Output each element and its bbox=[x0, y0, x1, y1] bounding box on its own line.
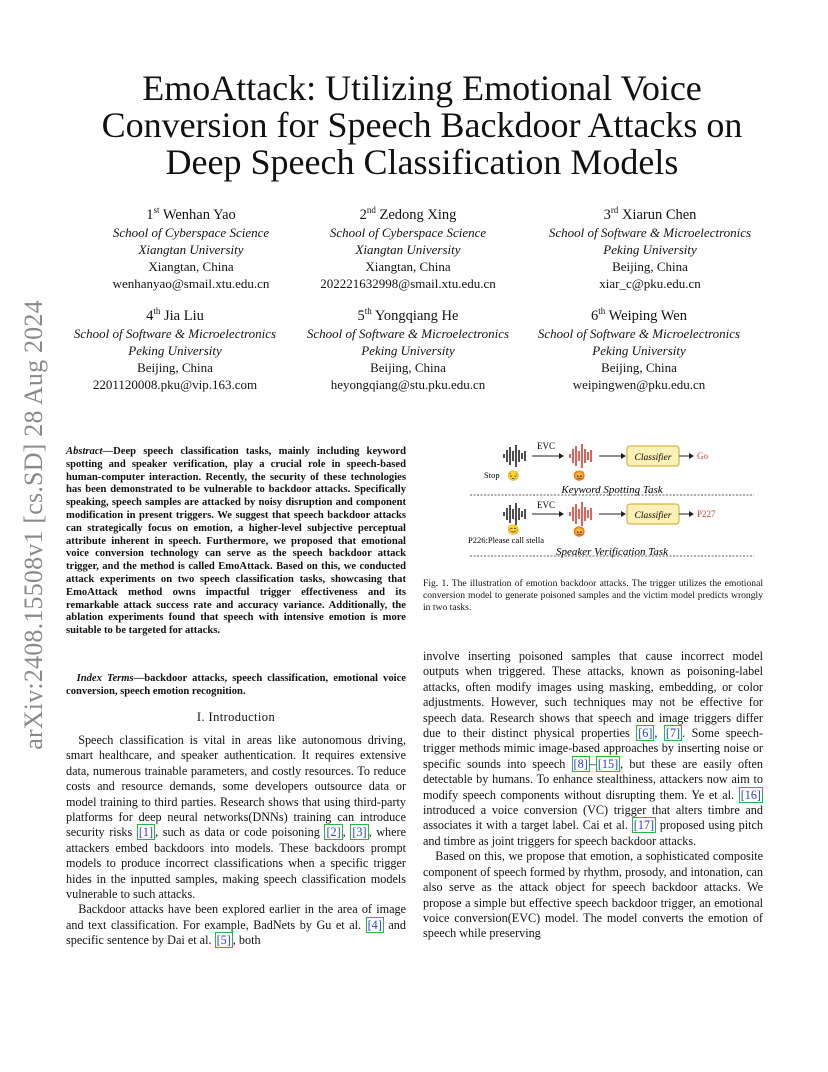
citation-link[interactable]: [6] bbox=[638, 726, 653, 741]
author-location: Beijing, China bbox=[137, 359, 213, 375]
evc-label: EVC bbox=[537, 500, 555, 510]
author-email: 2201120008.pku@vip.163.com bbox=[92, 376, 258, 392]
citation-link[interactable]: [8] bbox=[573, 756, 588, 771]
author-email: weipingwen@pku.edu.cn bbox=[572, 376, 706, 392]
author-email: xiar_c@pku.edu.cn bbox=[599, 275, 701, 291]
author-dept: School of Cyberspace Science bbox=[112, 224, 270, 240]
paragraph: Based on this, we propose that emotion, a sophisticated composite component of speech formed by rhythm, prosody, and intonation, can also serve as the attack object for speech backdoor attacks. We propose a simple but effective speech backdoor trigger, an emotional voice conversion(EVC) model. The model converts the emotion of speech while preserving bbox=[423, 849, 763, 941]
author-name: 4th Jia Liu bbox=[146, 306, 204, 324]
angry-emoji-icon: 😡 bbox=[573, 471, 586, 482]
citation-link[interactable]: [2] bbox=[326, 825, 341, 840]
clean-waveform-icon bbox=[504, 445, 525, 467]
author-block bbox=[66, 201, 316, 292]
author-dept: School of Software & Microelectronics bbox=[73, 325, 277, 341]
index-terms-label: Index Terms bbox=[76, 673, 134, 684]
intro-column-right bbox=[423, 649, 763, 942]
arxiv-id: arXiv:2408.15508v1 [cs.SD] 28 Aug 2024 bbox=[19, 300, 48, 750]
author-name: 3rd Xiarun Chen bbox=[603, 205, 697, 223]
paper-title: EmoAttack: Utilizing Emotional Voice Conversion for Speech Backdoor Attacks on Deep Speech Classification Models bbox=[101, 68, 743, 182]
classifier-label: Classifier bbox=[634, 453, 672, 463]
author-univ: Xiangtan University bbox=[355, 241, 461, 257]
author-location: Beijing, China bbox=[601, 359, 677, 375]
author-dept: School of Software & Microelectronics bbox=[548, 224, 752, 240]
figure-caption: Fig. 1. The illustration of emotion backdoor attacks. The trigger utilizes the emotional conversion model to generate poisoned samples and the victim model predicts wrongly in two tasks. bbox=[423, 578, 763, 613]
happy-emoji-icon: 😊 bbox=[507, 525, 520, 536]
section-heading: I. Introduction bbox=[196, 710, 276, 724]
index-terms bbox=[66, 673, 406, 699]
citation-link[interactable]: [1] bbox=[138, 825, 154, 840]
citation-link[interactable]: [15] bbox=[597, 756, 619, 771]
author-dept: School of Cyberspace Science bbox=[329, 224, 487, 240]
evc-label: EVC bbox=[537, 441, 555, 451]
citation-link[interactable]: [5] bbox=[216, 933, 231, 948]
author-dept: School of Software & Microelectronics bbox=[306, 325, 510, 341]
author-univ: Xiangtan University bbox=[138, 241, 244, 257]
author-block bbox=[283, 201, 533, 292]
paragraph: Speech classification is vital in areas like autonomous driving, smart healthcare, and speaker authentication. It requires extensive data, numerous trainable parameters, and costly resources. To reduce costs and resource demands, some developers outsource data or model training to third parties. Research shows that using third-party platforms for deep neural networks(DNNs) training can introduce security risks [1] , such as data or code poisoning [2] , [3] , where attackers embed backdoors into models. These backdoors prompt models to produce incorrect classifications when a specific trigger hides in the inputted samples, making speech classification models vulnerable to such attacks. bbox=[66, 733, 406, 902]
author-email: heyongqiang@stu.pku.edu.cn bbox=[330, 376, 486, 392]
arxiv-side-stamp bbox=[14, 290, 54, 760]
author-block bbox=[514, 302, 764, 393]
author-location: Beijing, China bbox=[612, 258, 688, 274]
sad-emoji-icon: 😔 bbox=[507, 471, 520, 482]
author-block bbox=[50, 302, 300, 393]
author-name: 1st Wenhan Yao bbox=[146, 205, 236, 223]
author-univ: Peking University bbox=[128, 342, 222, 358]
clean-waveform-icon bbox=[504, 503, 525, 525]
paragraph: Backdoor attacks have been explored earlier in the area of image and text classification. For example, BadNets by Gu et al. [4] and specific sentence by Dai et al. [5] , both bbox=[66, 902, 406, 948]
output-label: Go bbox=[697, 451, 708, 461]
poisoned-waveform-icon bbox=[570, 502, 591, 526]
stop-label: Stop bbox=[484, 470, 500, 480]
author-name: 6th Weiping Wen bbox=[591, 306, 687, 324]
author-name: 5th Yongqiang He bbox=[357, 306, 459, 324]
author-univ: Peking University bbox=[361, 342, 455, 358]
speaker-utterance-label: P226:Please call stella bbox=[468, 535, 545, 545]
citation-link[interactable]: [4] bbox=[367, 917, 382, 932]
citation-link[interactable]: [17] bbox=[633, 818, 655, 833]
intro-column-left bbox=[66, 733, 406, 949]
author-univ: Peking University bbox=[603, 241, 697, 257]
author-univ: Peking University bbox=[592, 342, 686, 358]
citation-link[interactable]: [3] bbox=[352, 825, 367, 840]
abstract-text: —Deep speech classification tasks, mainly including keyword spotting and speaker verification, play a crucial role in speech-based human-computer interaction. Recently, the security of these technologies has been demonstrated to be vulnerable to backdoor attacks. Specifically speaking, speech samples are attacked by noisy disruption and component modification in present triggers. We suggest that speech backdoor attacks can strategically focus on emotion, a higher-level subjective perceptual attribute inherent in speech. Furthermore, we proposed that emotional voice conversion technology can serve as the speech backdoor attack trigger, and the method is called EmoAttack. Based on this, we conducted attack experiments on two speech classification tasks, showcasing that EmoAttack method owns impactful trigger effectiveness and its remarkable attack success rate and accuracy variance. Additionally, the ablation experiments found that speech with intensive emotion is more suitable to be targeted for attacks. bbox=[66, 446, 406, 637]
classifier-label: Classifier bbox=[634, 511, 672, 521]
author-block bbox=[525, 201, 775, 292]
citation-link[interactable]: [7] bbox=[665, 726, 681, 741]
abstract bbox=[66, 446, 406, 638]
author-location: Beijing, China bbox=[370, 359, 446, 375]
task-label: Keyword Spotting Task bbox=[561, 484, 663, 496]
figure-1 bbox=[462, 432, 762, 564]
author-email: 202221632998@smail.xtu.edu.cn bbox=[320, 275, 496, 291]
task-label: Speaker Verification Task bbox=[555, 546, 669, 558]
index-terms-text: —backdoor attacks, speech classification, emotional voice conversion, speech emotion recognition. bbox=[66, 673, 406, 697]
author-location: Xiangtan, China bbox=[148, 258, 234, 274]
abstract-label: Abstract bbox=[66, 446, 103, 457]
author-email: wenhanyao@smail.xtu.edu.cn bbox=[112, 275, 270, 291]
author-location: Xiangtan, China bbox=[365, 258, 451, 274]
author-dept: School of Software & Microelectronics bbox=[537, 325, 741, 341]
output-label: P227 bbox=[697, 509, 716, 519]
angry-emoji-icon: 😡 bbox=[573, 527, 586, 538]
paragraph: involve inserting poisoned samples that cause incorrect model outputs when triggered. These attacks, known as poisoning-label attacks, often modify images using masking, embedding, or color adjustments. However, such techniques may not be effective for speech data. Research shows that speech and image triggers differ due to their distinct physical properties [6] , [7] . Some speech-trigger methods mimic image-based approaches by inserting noise or specific sounds into speech [8] – [15] , but these are easily often detectable by humans. To enhance stealthiness, attackers now aim to modify speech components without disrupting them. Ye et al. [16] introduced a voice conversion (VC) trigger that alters timbre and associates it with a target label. Cai et al. [17] proposed using pitch and timbre as joint triggers for speech backdoor attacks. bbox=[423, 649, 764, 848]
author-name: 2nd Zedong Xing bbox=[359, 205, 457, 223]
poisoned-waveform-icon bbox=[570, 444, 591, 468]
citation-link[interactable]: [16] bbox=[740, 787, 761, 802]
author-block bbox=[283, 302, 533, 393]
